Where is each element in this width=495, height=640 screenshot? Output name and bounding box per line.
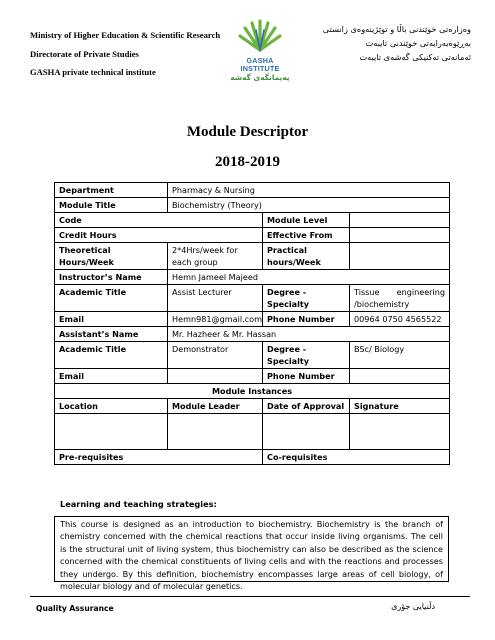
phone-label: Phone Number [263, 312, 350, 327]
module-title-value: Biochemistry (Theory) [168, 198, 450, 213]
document-year: 2018-2019 [215, 154, 280, 170]
table-row [55, 450, 450, 465]
footer-quality-assurance-kurdish: دڵنیایی جۆری [391, 602, 435, 611]
email-value-2 [168, 369, 263, 384]
date-of-approval-value [263, 414, 350, 450]
corequisites-label: Co-requisites [263, 450, 450, 465]
module-descriptor-table [54, 182, 450, 465]
learning-strategies-heading: Learning and teaching strategies: [60, 499, 217, 509]
document-title: Module Descriptor [186, 124, 309, 140]
institute-line-kurdish: ئەمانەتی تەکنیکی گەشەی تایبەت [359, 52, 471, 62]
practical-hours-value [350, 243, 450, 270]
gasha-logo [230, 18, 290, 82]
learning-strategies-text: This course is designed as an introduction to biochemistry. Biochemistry is the branch of chemistry concerned with the chemical reactions that occur inside living organisms. The cell is the structural unit of living system, thus biochemistry can also be described as the science concerned with the chemical constituents of living cells and with the reactions and processes they undergo. By this definition, biochemistry encompasses large areas of cell biology, of molecular biology and of molecular genetics. [54, 516, 449, 582]
module-level-label: Module Level [263, 213, 350, 228]
header-right-block [321, 22, 471, 64]
degree-specialty-text: Tissue engineering /biochemistry [354, 287, 446, 309]
logo-name: GASHA INSTITUTE [240, 56, 280, 73]
code-label: Code [55, 213, 263, 228]
assistant-value: Mr. Hazheer & Mr. Hassan [168, 327, 450, 342]
assistant-label: Assistant’s Name [55, 327, 168, 342]
table-row [55, 414, 450, 450]
sunburst-icon [238, 18, 282, 52]
theoretical-hours-label: Theoretical Hours/Week [55, 243, 168, 270]
email-label-2: Email [55, 369, 168, 384]
module-title-label: Module Title [55, 198, 168, 213]
table-row [55, 312, 450, 327]
table-row [55, 183, 450, 198]
phone-label-2: Phone Number [263, 369, 350, 384]
academic-title-label-2: Academic Title [55, 342, 168, 369]
table-row [55, 213, 450, 228]
degree-specialty-label: Degree - Specialty [263, 285, 350, 312]
academic-title-label: Academic Title [55, 285, 168, 312]
table-row [55, 342, 450, 369]
table-row [55, 198, 450, 213]
academic-title-value: Assist Lecturer [168, 285, 263, 312]
table-row [55, 327, 450, 342]
footer-quality-assurance: Quality Assurance [36, 604, 114, 613]
module-leader-value [168, 414, 263, 450]
location-label: Location [55, 399, 168, 414]
table-row [55, 384, 450, 399]
ministry-line: Ministry of Higher Education & Scientific Research [30, 30, 221, 40]
module-instances-heading: Module Instances [55, 384, 450, 399]
table-row [55, 399, 450, 414]
table-row [55, 228, 450, 243]
date-of-approval-label: Date of Approval [263, 399, 350, 414]
effective-from-value [350, 228, 450, 243]
phone-value: 00964 0750 4565522 [350, 312, 450, 327]
signature-label: Signature [350, 399, 450, 414]
table-row [55, 270, 450, 285]
header-left-block [30, 26, 220, 82]
phone-value-2 [350, 369, 450, 384]
institute-line: GASHA private technical institute [30, 67, 156, 77]
table-row [55, 285, 450, 312]
module-level-value [350, 213, 450, 228]
degree-specialty-value-2: BSc/ Biology [350, 342, 450, 369]
degree-specialty-value [350, 285, 450, 312]
theoretical-hours-value: 2*4Hrs/week for each group [168, 243, 263, 270]
email-value: Hemn981@gmail.com [168, 312, 263, 327]
table-row [55, 243, 450, 270]
footer-divider [30, 596, 470, 597]
department-value: Pharmacy & Nursing [168, 183, 450, 198]
logo-subtitle: پەیمانگەی گەشە [230, 73, 290, 82]
location-value [55, 414, 168, 450]
prerequisites-label: Pre-requisites [55, 450, 263, 465]
effective-from-label: Effective From [263, 228, 350, 243]
module-leader-label: Module Leader [168, 399, 263, 414]
ministry-line-kurdish: وەزارەتی خوێندنی باڵا و توێژینەوەی زانستی [322, 24, 471, 34]
directorate-line-kurdish: بەڕێوەبەرایەتی خوێندنی تایبەت [365, 38, 471, 48]
directorate-line: Directorate of Private Studies [30, 48, 139, 59]
instructor-label: Instructor’s Name [55, 270, 168, 285]
email-label: Email [55, 312, 168, 327]
degree-specialty-label-2: Degree - Specialty [263, 342, 350, 369]
credit-hours-label: Credit Hours [55, 228, 263, 243]
table-row [55, 369, 450, 384]
practical-hours-label: Practical hours/Week [263, 243, 350, 270]
signature-value [350, 414, 450, 450]
department-label: Department [55, 183, 168, 198]
academic-title-value-2: Demonstrator [168, 342, 263, 369]
instructor-value: Hemn Jameel Majeed [168, 270, 450, 285]
